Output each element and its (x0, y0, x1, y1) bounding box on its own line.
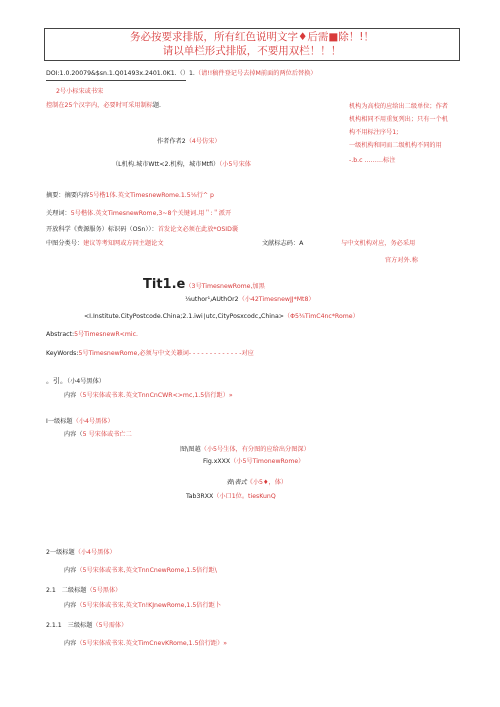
intro-heading-line (46, 377, 105, 385)
english-authors: ⅛uthor¹٫AUthOr2 (185, 296, 239, 303)
abstract-en-label: Abstract: (46, 331, 75, 338)
doi-underline (46, 80, 186, 81)
sec2-body-label: 内容 (64, 567, 77, 574)
side-note-line-1: 机构为高校的应给出二级单位；作者 (349, 103, 448, 110)
align-note-1: 与中文机构对应，务必采用 (341, 240, 416, 247)
sec211-body-hint: （5号宋体成书宋.英文TimCnevKRome,1.5倍行距）» (76, 640, 228, 647)
sec2-heading-line (46, 549, 116, 556)
keywords-cn-label: 关理词： (46, 210, 71, 217)
title-length-hint: 控制在25个汉字内，必要时可采用制标题. (46, 102, 162, 109)
sec211-heading: 三级标题 (67, 622, 93, 629)
keywords-en-dashes: - - - - - - - - - - - - - (188, 350, 242, 357)
english-authors-line (185, 296, 315, 303)
table-caption-line (226, 479, 287, 486)
figure-title-hint: （小5号生体，有分图的应给出分图深） (200, 446, 310, 453)
osid-line (46, 226, 238, 233)
author-names: 作者作者2 (157, 138, 186, 145)
abstract-cn-content: 摘要内容 (64, 192, 90, 199)
side-note-line-4: 一级机构和同而二级机构不同的用 (349, 142, 442, 149)
affiliation-text: （L机构.城市Wtt<2.机构，城市Mtfi） (112, 161, 220, 168)
author-line (157, 138, 221, 145)
sec21-body-line (64, 602, 221, 609)
sec1-heading-line (46, 418, 114, 425)
sec21-body-hint: （5号宋体或书宋,英文Tn!KJnewRome,1.5倍行距卜 (76, 602, 222, 609)
sec21-body-label: 内容 (64, 602, 77, 609)
english-affiliation-hint: （Φ5¾TimC4nc*Rome） (283, 313, 359, 320)
osid-hint: 首发论文必须在此放*OSID囊 (157, 226, 239, 233)
english-affiliation: <I.Institute.CityPostcode.China;2.1.iwi∣utc,CityPosxcodc„China> (84, 313, 284, 320)
clc-line (46, 240, 164, 247)
figure-title: 图\图越 (180, 446, 201, 453)
keywords-en-hint: 5号TimesnewRome,必须与中文关籟词 (78, 350, 189, 357)
english-title-hint: （3号TimesnewRome,加黑 (185, 283, 265, 290)
sec1-body-line (64, 431, 132, 438)
sec21-heading-hint: （5号黑体） (86, 587, 122, 594)
abstract-cn (46, 192, 214, 199)
figure-en-line (203, 458, 304, 465)
title-font-hint: 2号小标宋或书宋 (56, 88, 104, 95)
sec1-heading: I一级标題 (46, 418, 73, 425)
english-title: Tit1.e (143, 277, 186, 292)
side-note-line-3: 构不用标注序号1; (349, 129, 399, 136)
intro-body-label: 内容 (64, 392, 77, 399)
keywords-en-label: KeyWords: (46, 350, 79, 357)
sec2-body-hint: （5号宋体或书来,英文TnnCnewRome,1.5倍行距\ (76, 567, 217, 574)
doi-note: （请!!稿件登记号去掉M前面的两位后替换） (194, 70, 317, 77)
sec2-body-line (64, 567, 217, 574)
notice-line-2: 请以单栏形式排版，不要用双栏！！！ (162, 45, 342, 57)
intro-body-hint: （5号宋体或书来.英文TnnCnCWR<>mc,1.5倍行距）» (76, 392, 233, 399)
intro-heading: 。引。 (46, 377, 67, 385)
sec1-body-hint: 5 号宋体或书亡二 (82, 431, 132, 438)
keywords-cn (46, 210, 231, 217)
sec1-heading-hint: （小4号黑体） (72, 418, 114, 425)
sec211-body-label: 内容 (64, 640, 77, 647)
doi-line (46, 70, 317, 77)
notice-line-1: 务必按要求排版，所有红色说明文字♦后需■除！!！ (129, 31, 375, 43)
sec2-heading-hint: （小4号黑体） (74, 549, 116, 556)
sec2-heading: 2一级标题 (46, 549, 75, 556)
keywords-cn-hint: 5号楷体.英文TimesnewRome,3~8个关键词.用＂:＂派开 (70, 210, 232, 217)
sec211-number: 2.1.1 (46, 622, 62, 629)
side-note-line-5: -.b.c ………标注 (349, 157, 396, 164)
keywords-en-tail: 对应 (241, 350, 254, 357)
osid-label: 开放科学《费源服务）标识码（OSn））： (46, 226, 158, 233)
english-affiliation-line (84, 313, 359, 320)
english-title-line (143, 274, 265, 293)
figure-en: Fig.xXXX (203, 458, 231, 465)
side-note-line-2: 机构相同不用重复列出；只有一个机 (349, 116, 448, 123)
abstract-cn-label: 摘要： (46, 192, 65, 199)
affiliation-hint: （小5号宋体 (219, 161, 251, 168)
table-en: Tab3RXX (186, 493, 214, 500)
format-notice-box (44, 28, 460, 61)
sec1-body-label: 内容（ (64, 431, 83, 438)
sec211-body-line (64, 640, 227, 647)
intro-heading-hint: （小4号黑体） (67, 378, 105, 385)
figure-caption-line (180, 446, 310, 453)
sec21-number: 2.1 (46, 587, 56, 594)
table-en-line (186, 493, 276, 500)
affiliation-line (112, 161, 251, 168)
abstract-cn-hint: 5号楷1体.英文TimesnewRome.1.5⅛行^ p (89, 192, 214, 199)
table-title-hint: 《小5♦，体） (246, 479, 288, 486)
sec211-heading-line (46, 622, 127, 629)
doi-text: DOI:1.0.20079&$sn.1.Q01493x.2401.0K1.（）1. (46, 70, 195, 77)
intro-body-line (64, 392, 233, 399)
sec21-heading: 二级标题 (61, 587, 87, 594)
table-en-hint: （小口1位。tiesKunQ (213, 493, 276, 500)
clc-label: 中图分类号： (46, 240, 84, 247)
abstract-en (46, 331, 138, 338)
figure-en-hint: （小5号TimonewRome） (230, 458, 305, 465)
sec211-heading-hint: （5号需体） (92, 622, 128, 629)
author-hint: （4号仿宋） (185, 138, 221, 145)
clc-hint: 建议等考知网或方同主题论文 (83, 240, 164, 247)
keywords-en (46, 350, 254, 357)
align-note-2: 官方对外.称 (385, 257, 418, 264)
sec21-heading-line (46, 587, 121, 594)
english-authors-hint: （小42TimesnewJJ*Mt8） (238, 296, 315, 303)
abstract-en-hint: 5号TimesnewR<mic. (74, 331, 138, 338)
document-code: 文献标志码：A (262, 240, 304, 247)
table-title: 表\表式 (226, 479, 247, 486)
